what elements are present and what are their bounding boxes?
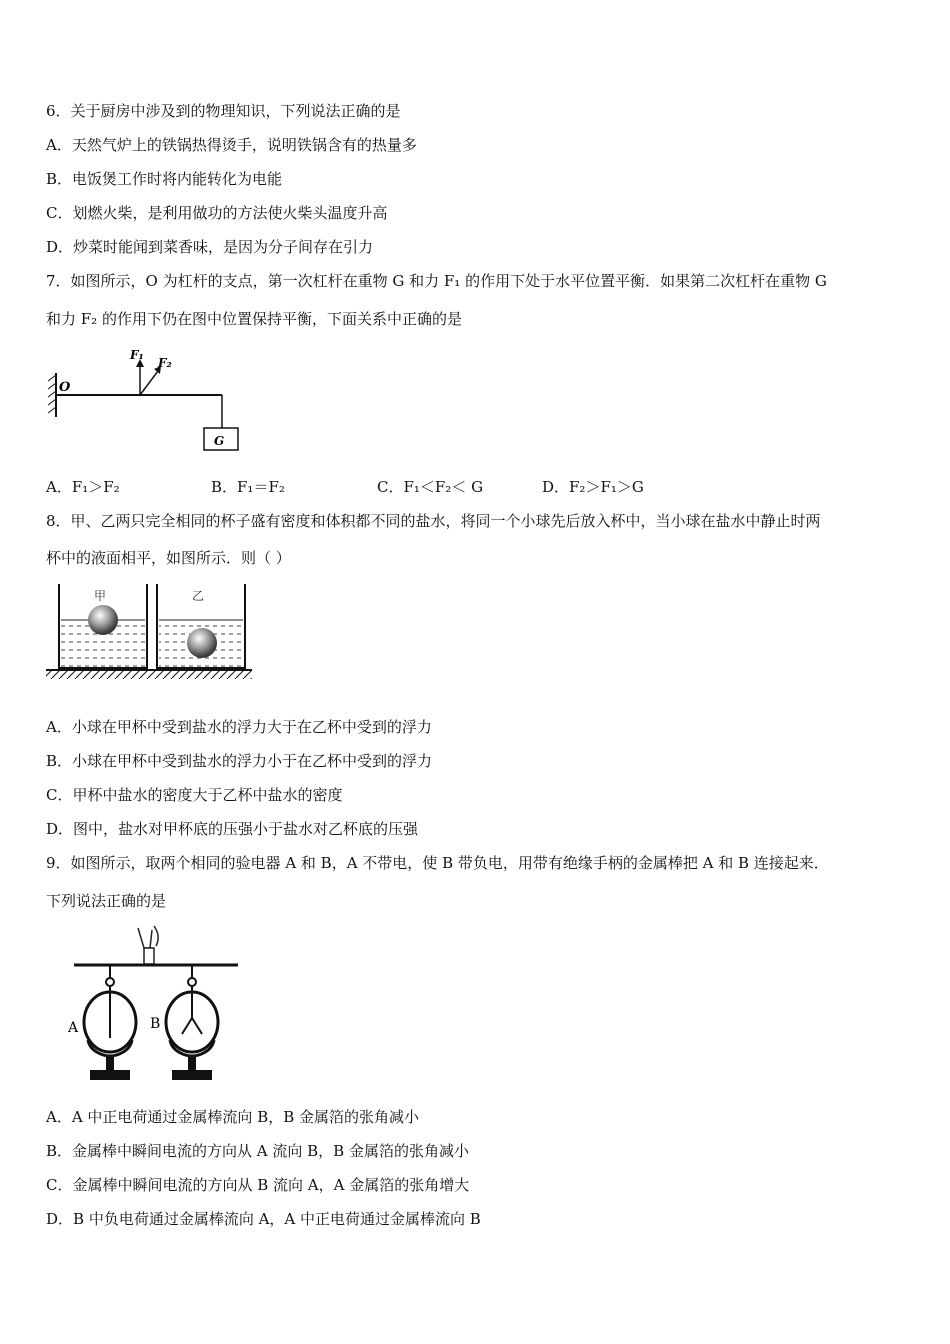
f1-label: F₁ bbox=[130, 348, 144, 362]
ground-hatch bbox=[46, 671, 252, 679]
cup-b-ball bbox=[187, 628, 217, 658]
q7-stem-line2: 和力 F₂ 的作用下仍在图中位置保持平衡，下面关系中正确的是 bbox=[46, 310, 462, 328]
q7-option-a: A．F₁＞F₂ bbox=[46, 478, 120, 496]
q6-option-b: B．电饭煲工作时将内能转化为电能 bbox=[46, 170, 283, 188]
weight-label: G bbox=[214, 434, 225, 448]
electroscope-b-ball bbox=[188, 978, 196, 986]
electroscope-a-foot bbox=[90, 1070, 130, 1080]
cup-a-label: 甲 bbox=[94, 589, 107, 603]
q9-option-a: A．A 中正电荷通过金属棒流向 B，B 金属箔的张角减小 bbox=[46, 1108, 420, 1126]
q9-option-c: C．金属棒中瞬间电流的方向从 B 流向 A，A 金属箔的张角增大 bbox=[46, 1176, 470, 1194]
hand-finger bbox=[154, 926, 158, 946]
insulated-handle bbox=[144, 948, 154, 964]
pivot-label: O bbox=[59, 380, 71, 395]
q7-option-d: D．F₂＞F₁＞G bbox=[542, 478, 644, 496]
electroscope-a-ball bbox=[106, 978, 114, 986]
q6-option-c: C．划燃火柴，是利用做功的方法使火柴头温度升高 bbox=[46, 204, 388, 222]
electroscope-figure bbox=[60, 922, 240, 1087]
hand-sketch bbox=[138, 928, 152, 948]
cup-a-ball bbox=[88, 605, 118, 635]
q6-option-a: A．天然气炉上的铁锅热得烫手，说明铁锅含有的热量多 bbox=[46, 136, 417, 154]
q9-option-b: B．金属棒中瞬间电流的方向从 A 流向 B，B 金属箔的张角减小 bbox=[46, 1142, 469, 1160]
q9-option-d: D．B 中负电荷通过金属棒流向 A，A 中正电荷通过金属棒流向 B bbox=[46, 1210, 481, 1228]
q8-option-c: C．甲杯中盐水的密度大于乙杯中盐水的密度 bbox=[46, 786, 343, 804]
q8-option-d: D．图中，盐水对甲杯底的压强小于盐水对乙杯底的压强 bbox=[46, 820, 419, 838]
electroscope-b-foot bbox=[172, 1070, 212, 1080]
q7-option-c: C．F₁＜F₂＜ G bbox=[377, 478, 484, 496]
q6-option-d: D．炒菜时能闻到菜香味，是因为分子间存在引力 bbox=[46, 238, 374, 256]
q9-stem-line1: 9．如图所示，取两个相同的验电器 A 和 B，A 不带电，使 B 带负电，用带有绝缘手柄的金属棒把 A 和 B 连接起来． bbox=[46, 854, 829, 872]
f2-arrow bbox=[140, 371, 158, 395]
wall-hatch bbox=[48, 375, 56, 413]
cups-figure bbox=[44, 582, 254, 682]
electroscope-a-post bbox=[106, 1056, 114, 1070]
q8-option-b: B．小球在甲杯中受到盐水的浮力小于在乙杯中受到的浮力 bbox=[46, 752, 433, 770]
q9-stem-line2: 下列说法正确的是 bbox=[46, 892, 167, 910]
electroscope-a-label: A bbox=[68, 1020, 79, 1036]
q7-option-b: B．F₁＝F₂ bbox=[211, 478, 285, 496]
electroscope-b-label: B bbox=[150, 1016, 161, 1032]
q6-stem: 6．关于厨房中涉及到的物理知识，下列说法正确的是 bbox=[46, 102, 401, 120]
lever-figure bbox=[44, 345, 244, 455]
q8-stem-line2: 杯中的液面相平，如图所示．则（ ） bbox=[46, 549, 291, 567]
q7-stem-line1: 7．如图所示，O 为杠杆的支点，第一次杠杆在重物 G 和力 F₁ 的作用下处于水平位置平衡．如果第二次杠杆在重物 G bbox=[46, 272, 827, 290]
cup-b-label: 乙 bbox=[192, 589, 205, 603]
q8-stem-line1: 8．甲、乙两只完全相同的杯子盛有密度和体积都不同的盐水，将同一个小球先后放入杯中，当小球在盐水中静止时两 bbox=[46, 512, 821, 530]
f2-label: F₂ bbox=[158, 356, 172, 370]
electroscope-b-post bbox=[188, 1056, 196, 1070]
q8-option-a: A．小球在甲杯中受到盐水的浮力大于在乙杯中受到的浮力 bbox=[46, 718, 432, 736]
